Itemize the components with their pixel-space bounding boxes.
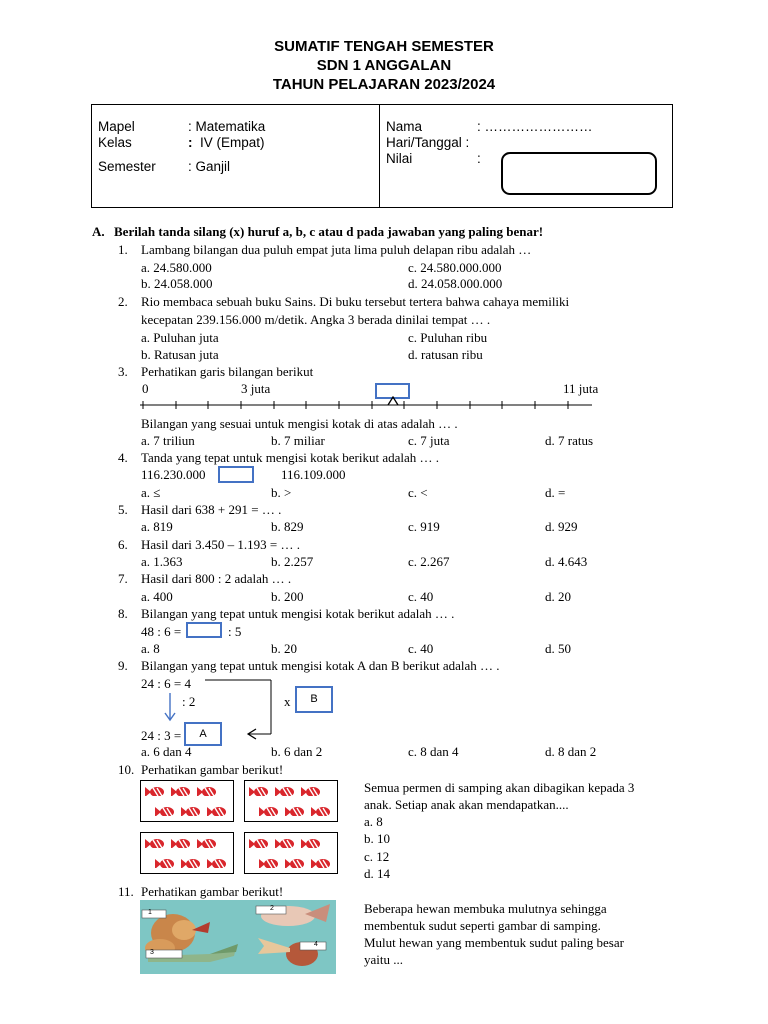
q6-option-b[interactable]: b. 2.257 <box>271 554 314 569</box>
q10-text: Perhatikan gambar berikut! <box>141 762 284 777</box>
header-school: SDN 1 ANGGALAN <box>316 57 452 74</box>
q2-option-a[interactable]: a. Puluhan juta <box>141 330 219 345</box>
label-tag-1 <box>142 910 166 918</box>
q1-option-a[interactable]: a. 24.580.000 <box>141 260 212 275</box>
nilai-label: Nilai <box>386 151 413 166</box>
q8-expression-left: 48 : 6 = <box>141 624 182 639</box>
q9-box-b-label: B <box>310 693 318 705</box>
q10-option-a[interactable]: a. 8 <box>364 814 383 829</box>
candy-box <box>244 832 338 874</box>
candy-icon <box>197 786 216 796</box>
q8-option-d[interactable]: d. 50 <box>545 641 571 656</box>
q8-option-b[interactable]: b. 20 <box>271 641 297 656</box>
q9-option-a[interactable]: a. 6 dan 4 <box>141 744 192 759</box>
identity-box <box>91 104 673 208</box>
q1-option-d[interactable]: d. 24.058.000.000 <box>408 276 503 291</box>
q9-box-a[interactable] <box>184 722 222 746</box>
q9-option-d[interactable]: d. 8 dan 2 <box>545 744 597 759</box>
animal-illustrations <box>140 900 336 974</box>
q10-option-d[interactable]: d. 14 <box>364 866 390 881</box>
q4-option-b[interactable]: b. > <box>271 485 292 500</box>
q7-option-a[interactable]: a. 400 <box>141 589 173 604</box>
q2-option-b[interactable]: b. Ratusan juta <box>141 347 219 362</box>
candy-box <box>140 780 234 822</box>
candy-icon <box>285 858 304 868</box>
candy-icon <box>181 858 200 868</box>
q3-text: Perhatikan garis bilangan berikut <box>141 364 314 379</box>
animal-tag-4: 4 <box>314 941 318 948</box>
q9-divide-label: : 2 <box>182 694 196 709</box>
q2-option-d[interactable]: d. ratusan ribu <box>408 347 483 362</box>
nama-label: Nama <box>386 119 423 134</box>
nilai-colon: : <box>477 151 481 166</box>
q5-option-b[interactable]: b. 829 <box>271 519 304 534</box>
section-instruction: Berilah tanda silang (x) huruf a, b, c atau d pada jawaban yang paling benar! <box>114 224 544 239</box>
q7-option-c[interactable]: c. 40 <box>408 589 434 604</box>
candy-icon <box>259 806 278 816</box>
q2-text-line2: kecepatan 239.156.000 m/detik. Angka 3 berada dinilai tempat … . <box>141 312 491 327</box>
q4-right-number: 116.109.000 <box>281 467 346 482</box>
q6-option-d[interactable]: d. 4.643 <box>545 554 588 569</box>
q8-option-c[interactable]: c. 40 <box>408 641 434 656</box>
q10-number: 10. <box>118 762 135 777</box>
candy-icon <box>155 806 174 816</box>
semester-label: Semester <box>98 159 156 174</box>
number-line <box>140 396 595 414</box>
nama-field[interactable]: : …………………… <box>477 119 593 134</box>
header-year: TAHUN PELAJARAN 2023/2024 <box>272 76 496 93</box>
q11-number: 11. <box>118 884 134 899</box>
animal-mouth-picture <box>140 900 336 974</box>
q1-option-c[interactable]: c. 24.580.000.000 <box>408 260 502 275</box>
q3-question: Bilangan yang sesuai untuk mengisi kotak di atas adalah … . <box>141 416 458 431</box>
q2-number: 2. <box>118 294 128 309</box>
candy-icon <box>197 838 216 848</box>
q4-answer-box[interactable] <box>218 466 254 483</box>
q7-text: Hasil dari 800 : 2 adalah … . <box>141 571 292 586</box>
q5-option-d[interactable]: d. 929 <box>545 519 578 534</box>
candy-icon <box>145 786 164 796</box>
number-line-label-11-juta: 11 juta <box>563 381 599 396</box>
q11-text: Perhatikan gambar berikut! <box>141 884 284 899</box>
candy-icon <box>311 806 330 816</box>
q3-option-c[interactable]: c. 7 juta <box>408 433 450 448</box>
q1-text: Lambang bilangan dua puluh empat juta lima puluh delapan ribu adalah … <box>141 242 532 257</box>
q5-text: Hasil dari 638 + 291 = … . <box>141 502 282 517</box>
q2-text-line1: Rio membaca sebuah buku Sains. Di buku tersebut tertera bahwa cahaya memiliki <box>141 294 570 309</box>
q4-left-number: 116.230.000 <box>141 467 206 482</box>
q9-box-a-label: A <box>199 728 207 740</box>
kelas-label: Kelas <box>98 135 132 150</box>
nilai-score-box[interactable] <box>501 152 657 195</box>
bird-open-beak <box>258 938 290 954</box>
section-letter: A. <box>92 224 105 239</box>
candy-icon <box>275 786 294 796</box>
q8-number: 8. <box>118 606 128 621</box>
q9-box-b[interactable] <box>295 686 333 713</box>
candy-box <box>244 780 338 822</box>
q3-option-b[interactable]: b. 7 miliar <box>271 433 325 448</box>
candy-box <box>140 832 234 874</box>
q9-text: Bilangan yang tepat untuk mengisi kotak A dan B berikut adalah … . <box>141 658 500 673</box>
q11-side-text-line4: yaitu ... <box>364 952 403 967</box>
hari-tanggal-label[interactable]: Hari/Tanggal : <box>386 135 470 150</box>
q6-text: Hasil dari 3.450 – 1.193 = … . <box>141 537 300 552</box>
candy-icon <box>275 838 294 848</box>
q7-number: 7. <box>118 571 128 586</box>
q5-number: 5. <box>118 502 128 517</box>
number-line-label-3-juta: 3 juta <box>241 381 271 396</box>
candy-icon <box>171 838 190 848</box>
candy-icon <box>155 858 174 868</box>
candy-icon <box>181 806 200 816</box>
q1-option-b[interactable]: b. 24.058.000 <box>141 276 213 291</box>
q4-option-c[interactable]: c. < <box>408 485 428 500</box>
label-tag-4 <box>300 942 326 950</box>
q9-equation-bottom: 24 : 3 = <box>141 728 182 743</box>
q11-side-text-line3: Mulut hewan yang membentuk sudut paling besar <box>364 935 624 950</box>
q9-times-label: x <box>284 694 291 709</box>
candy-icon <box>285 806 304 816</box>
q9-number: 9. <box>118 658 128 673</box>
q10-side-text-line2: anak. Setiap anak akan mendapatkan.... <box>364 797 569 812</box>
q10-option-c[interactable]: c. 12 <box>364 849 390 864</box>
q7-option-d[interactable]: d. 20 <box>545 589 571 604</box>
q6-option-a[interactable]: a. 1.363 <box>141 554 183 569</box>
q9-option-b[interactable]: b. 6 dan 2 <box>271 744 323 759</box>
q1-number: 1. <box>118 242 128 257</box>
q10-option-b[interactable]: b. 10 <box>364 831 390 846</box>
q9-option-c[interactable]: c. 8 dan 4 <box>408 744 459 759</box>
q3-option-d[interactable]: d. 7 ratus <box>545 433 594 448</box>
q6-number: 6. <box>118 537 128 552</box>
animal-tag-1: 1 <box>148 909 152 916</box>
candy-icon <box>249 838 268 848</box>
candy-icon <box>207 858 226 868</box>
candy-icon <box>259 858 278 868</box>
candy-icon <box>145 838 164 848</box>
animal-tag-2: 2 <box>270 905 274 912</box>
q11-side-text-line1: Beberapa hewan membuka mulutnya sehingga <box>364 901 607 916</box>
q2-option-c[interactable]: c. Puluhan ribu <box>408 330 488 345</box>
q4-option-d[interactable]: d. = <box>545 485 566 500</box>
animal-tag-3: 3 <box>150 949 154 956</box>
q3-number: 3. <box>118 364 128 379</box>
identity-divider <box>379 105 380 207</box>
q8-expression-right: : 5 <box>228 624 242 639</box>
candy-icon <box>301 786 320 796</box>
q8-text: Bilangan yang tepat untuk mengisi kotak berikut adalah … . <box>141 606 455 621</box>
q5-option-a[interactable]: a. 819 <box>141 519 173 534</box>
kelas-value: IV (Empat) <box>200 135 265 150</box>
semester-value: : Ganjil <box>188 159 231 174</box>
q7-option-b[interactable]: b. 200 <box>271 589 304 604</box>
q4-option-a[interactable]: a. ≤ <box>141 485 161 500</box>
q9-equation-top: 24 : 6 = 4 <box>141 676 191 691</box>
q4-number: 4. <box>118 450 128 465</box>
header-title: SUMATIF TENGAH SEMESTER <box>274 38 494 55</box>
mapel-value: : Matematika <box>188 119 266 134</box>
q10-side-text-line1: Semua permen di samping akan dibagikan kepada 3 <box>364 780 635 795</box>
q4-text: Tanda yang tepat untuk mengisi kotak berikut adalah … . <box>141 450 440 465</box>
candy-icon <box>207 806 226 816</box>
q3-option-a[interactable]: a. 7 triliun <box>141 433 195 448</box>
q6-option-c[interactable]: c. 2.267 <box>408 554 450 569</box>
mapel-label: Mapel <box>98 119 135 134</box>
candy-icon <box>171 786 190 796</box>
kelas-colon: : <box>188 135 193 150</box>
q11-side-text-line2: membentuk sudut seperti gambar di samping. <box>364 918 601 933</box>
number-line-label-0: 0 <box>142 381 149 396</box>
candy-icon <box>301 838 320 848</box>
candy-icon <box>249 786 268 796</box>
q8-answer-box[interactable] <box>186 622 222 638</box>
candy-icon <box>311 858 330 868</box>
q8-option-a[interactable]: a. 8 <box>141 641 160 656</box>
q5-option-c[interactable]: c. 919 <box>408 519 440 534</box>
